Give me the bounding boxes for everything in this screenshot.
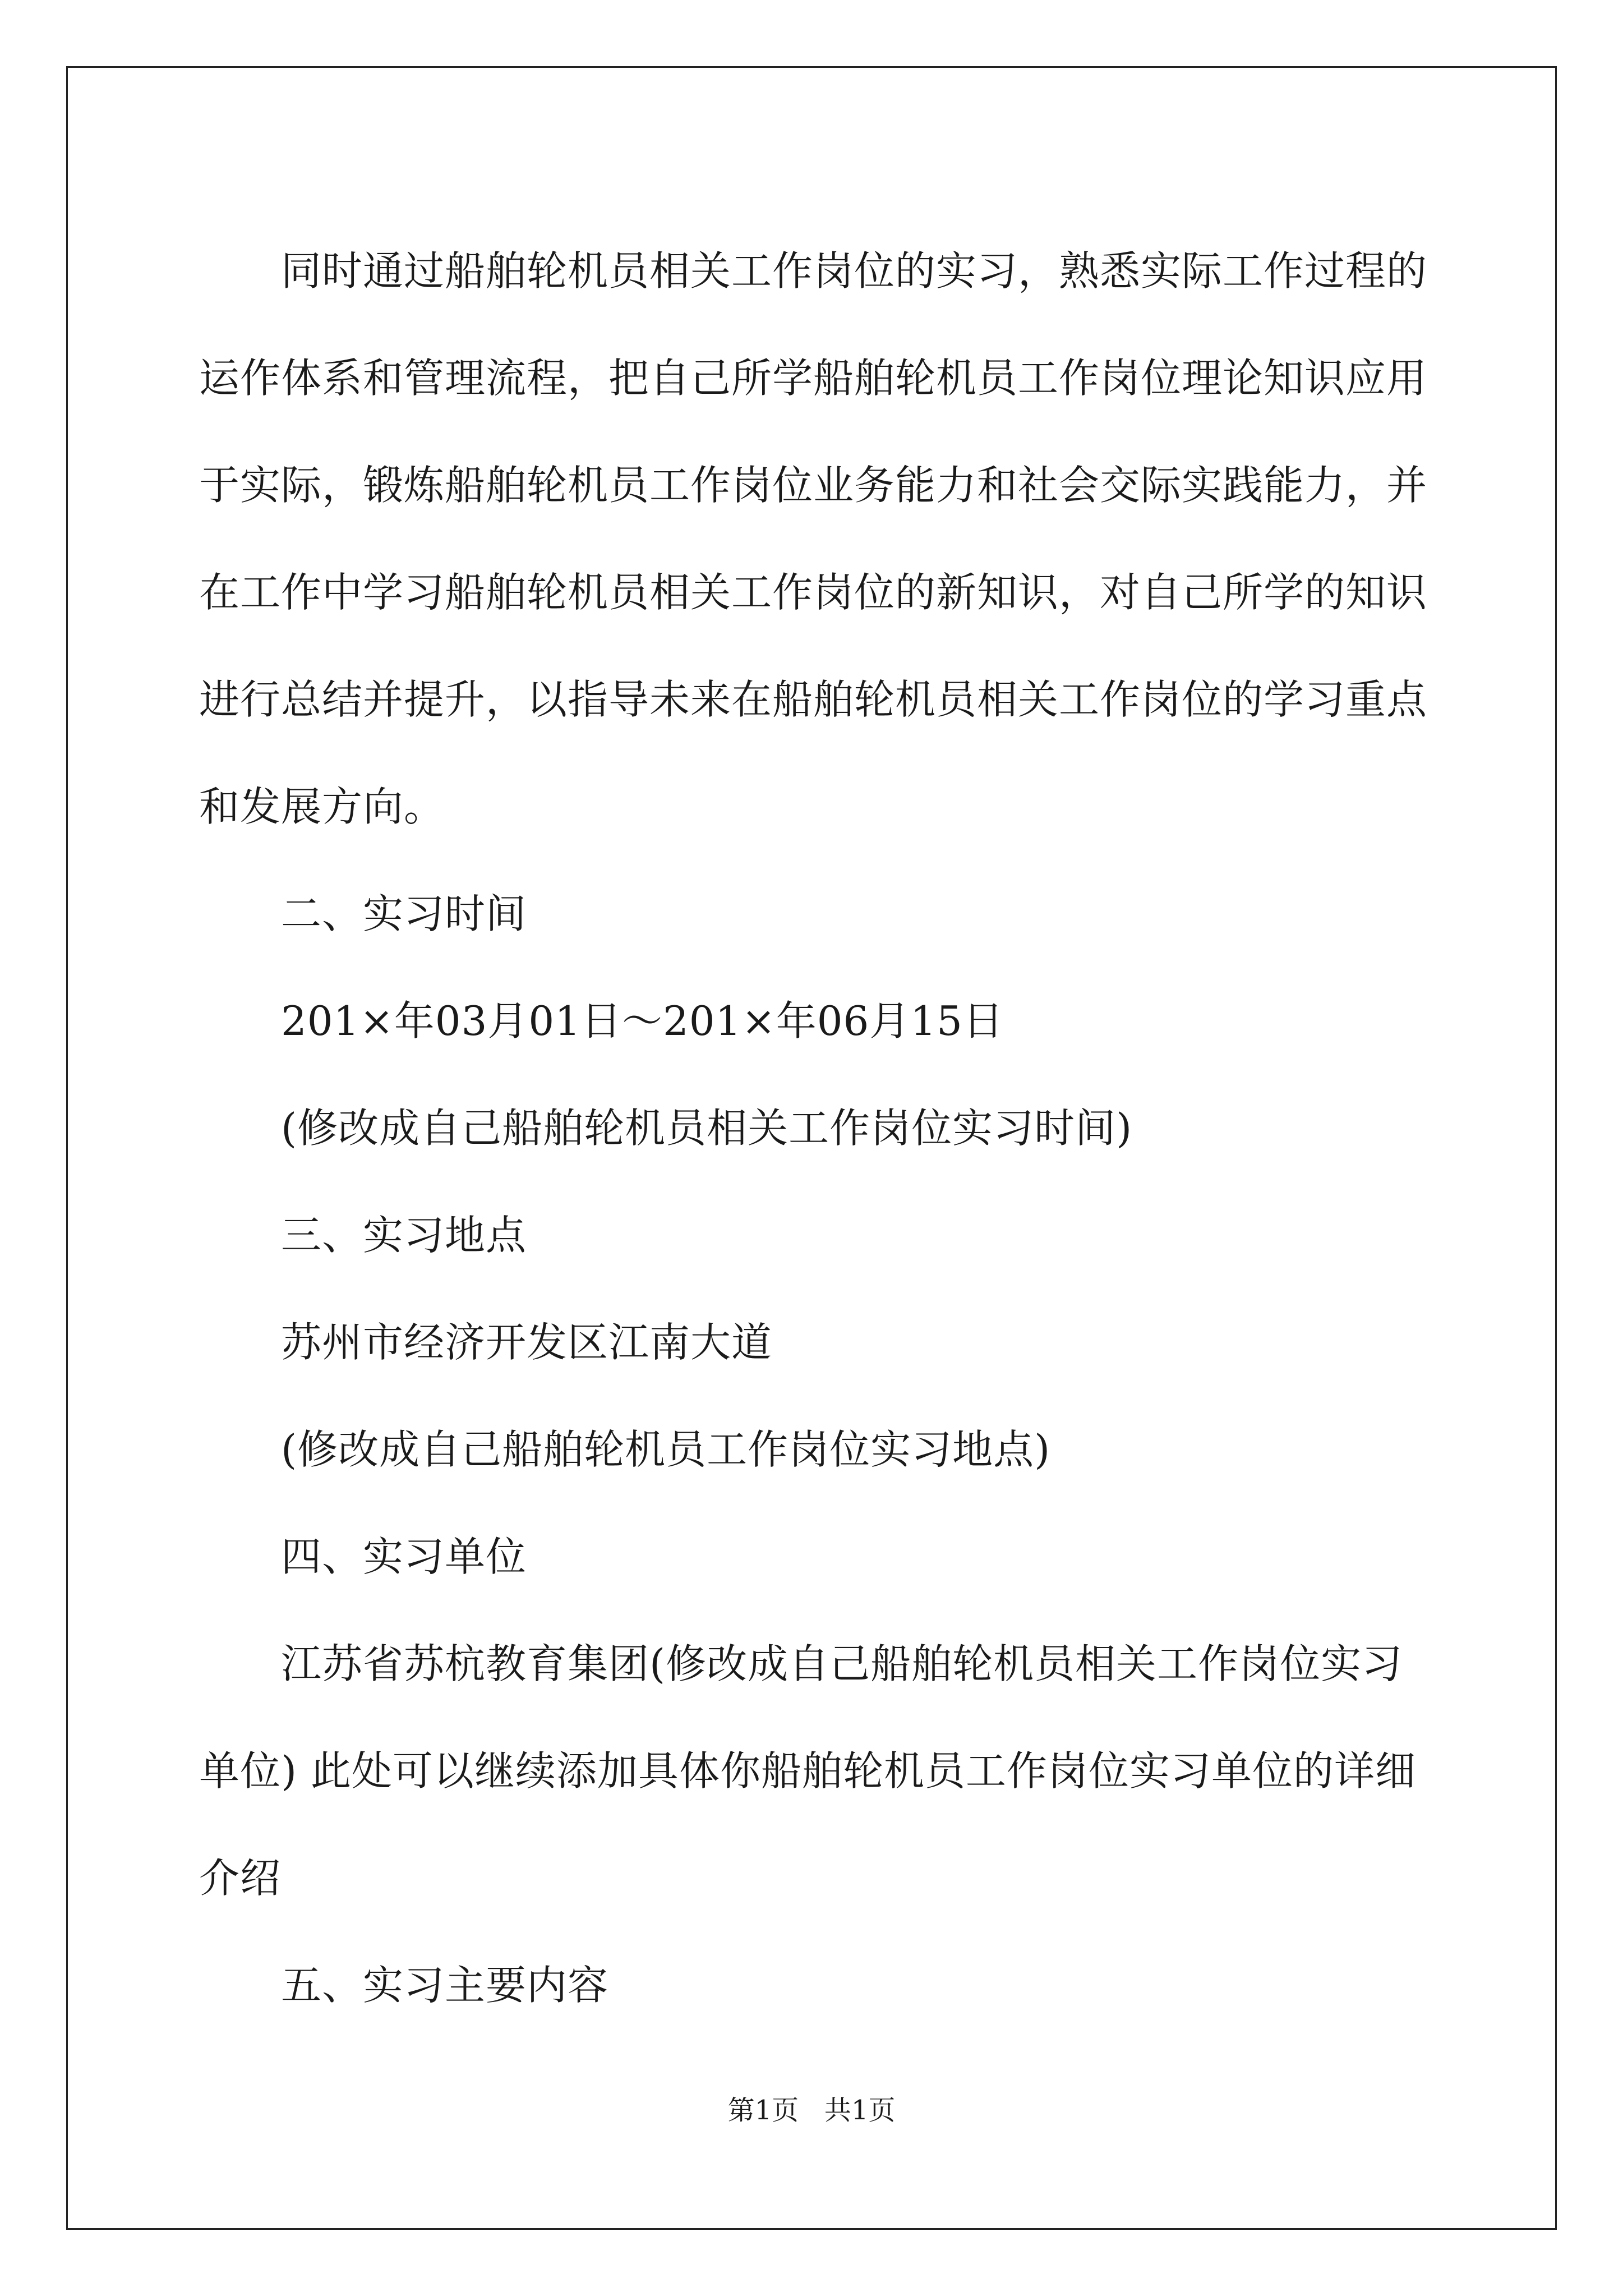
paragraph-line: 运作体系和管理流程，把自己所学船舶轮机员工作岗位理论知识应用 <box>199 355 1428 402</box>
unit-line: 介绍 <box>199 1855 282 1902</box>
section-heading-place: 三、实习地点 <box>281 1212 527 1259</box>
unit-line: 单位) 此处可以继续添加具体你船舶轮机员工作岗位实习单位的详细 <box>199 1747 1416 1795</box>
section-heading-unit: 四、实习单位 <box>281 1533 527 1580</box>
page-footer <box>0 2093 1623 2127</box>
paragraph-line: 在工作中学习船舶轮机员相关工作岗位的新知识，对自己所学的知识 <box>199 569 1428 616</box>
unit-line: 江苏省苏杭教育集团(修改成自己船舶轮机员相关工作岗位实习 <box>281 1640 1403 1687</box>
paragraph-line: 进行总结并提升，以指导未来在船舶轮机员相关工作岗位的学习重点 <box>199 676 1428 723</box>
place-note: (修改成自己船舶轮机员工作岗位实习地点) <box>281 1426 1051 1473</box>
paragraph-line: 和发展方向。 <box>199 783 445 830</box>
paragraph-line: 于实际，锻炼船舶轮机员工作岗位业务能力和社会交际实践能力，并 <box>199 462 1428 509</box>
section-heading-time: 二、实习时间 <box>281 890 527 937</box>
internship-place: 苏州市经济开发区江南大道 <box>281 1319 773 1366</box>
time-note: (修改成自己船舶轮机员相关工作岗位实习时间) <box>281 1105 1133 1152</box>
internship-dates: 201×年03月01日～201×年06月15日 <box>281 997 1004 1045</box>
paragraph-line: 同时通过船舶轮机员相关工作岗位的实习，熟悉实际工作过程的 <box>281 247 1428 295</box>
section-heading-content: 五、实习主要内容 <box>281 1962 609 2009</box>
document-body <box>199 218 1433 2039</box>
page-number: 第1页 <box>727 2095 799 2126</box>
page-total: 共1页 <box>824 2095 896 2126</box>
